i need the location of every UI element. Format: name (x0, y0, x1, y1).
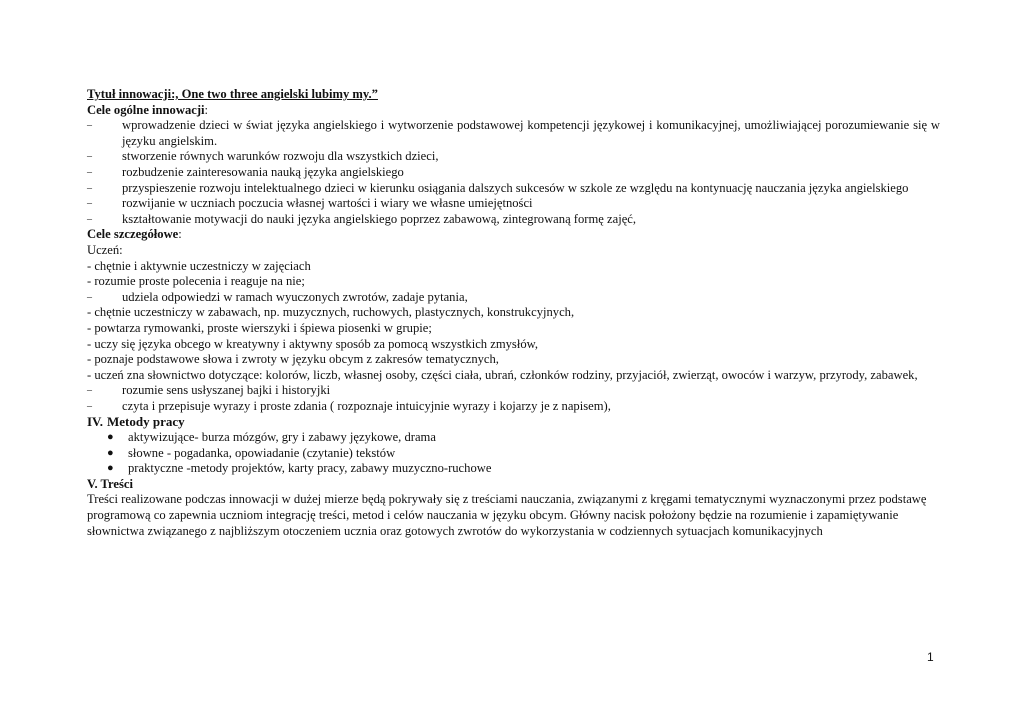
dash-marker: – (87, 400, 92, 412)
content-heading: V. Treści (87, 476, 133, 491)
bullet-icon: ● (107, 462, 114, 475)
specific-goals-colon: : (178, 227, 182, 242)
specific-goal-text: czyta i przepisuje wyrazy i proste zdania ( rozpoznaje intuicyjnie wyrazy i kojarzy je z napisem), (122, 398, 611, 413)
general-goal-item (87, 212, 940, 228)
specific-goal-item: - uczy się języka obcego w kreatywny i aktywny sposób za pomocą wszystkich zmysłów, (87, 336, 539, 351)
specific-goals-heading: Cele szczegółowe (87, 227, 179, 242)
specific-goal-text: udziela odpowiedzi w ramach wyuczonych zwrotów, zadaje pytania, (122, 289, 468, 304)
dash-marker: – (87, 120, 92, 132)
method-text: aktywizujące- burza mózgów, gry i zabawy językowe, drama (128, 430, 436, 445)
general-goal-item (87, 196, 940, 212)
general-goal-item (87, 181, 940, 197)
general-goals-colon: : (204, 102, 209, 117)
methods-heading: Metody pracy (107, 414, 185, 430)
specific-goal-item: - powtarza rymowanki, proste wierszyki i śpiewa piosenki w grupie; (87, 320, 432, 335)
specific-goal-item (87, 383, 940, 399)
specific-goal-item: - poznaje podstawowe słowa i zwroty w języku obcym z zakresów tematycznych, (87, 352, 499, 367)
page-number: 1 (927, 650, 934, 664)
method-item (87, 461, 940, 477)
innovation-title: Tytuł innowacji:, One two three angielski lubimy my.” (87, 87, 378, 101)
specific-goal-item (87, 290, 940, 306)
specific-goal-item (87, 399, 940, 415)
method-item (87, 446, 940, 462)
method-text: słowne - pogadanka, opowiadanie (czytanie) tekstów (128, 445, 396, 460)
dash-marker: – (87, 213, 92, 225)
dash-marker: – (87, 291, 92, 303)
specific-goals-heading-line (87, 227, 940, 243)
general-goal-item (87, 165, 940, 181)
general-goal-text: kształtowanie motywacji do nauki języka angielskiego poprzez zabawową, zintegrowaną formę zajęć, (122, 211, 637, 226)
bullet-icon: ● (107, 446, 114, 459)
specific-goal-item: - chętnie i aktywnie uczestniczy w zajęciach (87, 258, 311, 273)
dash-marker: – (87, 385, 92, 397)
specific-goal-text: rozumie sens usłyszanej bajki i historyjki (122, 383, 331, 398)
specific-goal-item: - rozumie proste polecenia i reaguje na nie; (87, 274, 305, 289)
general-goal-text: przyspieszenie rozwoju intelektualnego dzieci w kierunku osiągania dalszych sukcesów w szkole ze względu na kontynuację nauczania języka angielskiego (122, 180, 909, 195)
general-goal-text: stworzenie równych warunków rozwoju dla wszystkich dzieci, (122, 149, 439, 164)
general-goal-item (87, 118, 940, 149)
general-goals-heading: Cele ogólne innowacji (87, 102, 205, 117)
student-label: Uczeń: (87, 242, 123, 257)
methods-number: IV. (87, 414, 104, 430)
content-paragraph: Treści realizowane podczas innowacji w dużej mierze będą pokrywały się z treściami nauczania, związanymi z kręgami tematycznymi wyznaczonymi przez podstawę programową co zapewnia uczniom integrację treści, metod i celów nauczania w języku obcym. Główny nacisk położony będzie na rozumienie i zapamiętywanie słownictwa związanego z najbliższym otoczeniem ucznia oraz gotowych zwrotów do wykorzystania w codziennych sytuacjach komunikacyjnych (87, 492, 927, 538)
method-text: praktyczne -metody projektów, karty pracy, zabawy muzyczno-ruchowe (128, 461, 492, 476)
general-goal-text: rozwijanie w uczniach poczucia własnej wartości i wiary we własne umiejętności (122, 196, 533, 211)
dash-marker: – (87, 198, 92, 210)
general-goals-heading-line (87, 103, 940, 119)
bullet-icon: ● (107, 431, 114, 444)
methods-heading-line (87, 414, 940, 430)
dash-marker: – (87, 151, 92, 163)
specific-goal-item: - chętnie uczestniczy w zabawach, np. muzycznych, ruchowych, plastycznych, konstrukcyjnych, (87, 305, 575, 320)
general-goal-text: rozbudzenie zainteresowania nauką języka angielskiego (122, 164, 404, 179)
document-content (87, 87, 940, 539)
specific-goal-item: - uczeń zna słownictwo dotyczące: kolorów, liczb, własnej osoby, części ciała, ubrań, członków rodziny, przyjaciół, zwierząt, owoców i warzyw, przyrody, zabawek, (87, 367, 918, 382)
method-item (87, 430, 940, 446)
dash-marker: – (87, 182, 92, 194)
dash-marker: – (87, 166, 92, 178)
general-goal-text: wprowadzenie dzieci w świat języka angielskiego i wytworzenie podstawowej kompetencji językowej i komunikacyjnej, umożliwiającej porozumiewanie się w języku angielskim. (122, 118, 940, 148)
general-goal-item (87, 149, 940, 165)
